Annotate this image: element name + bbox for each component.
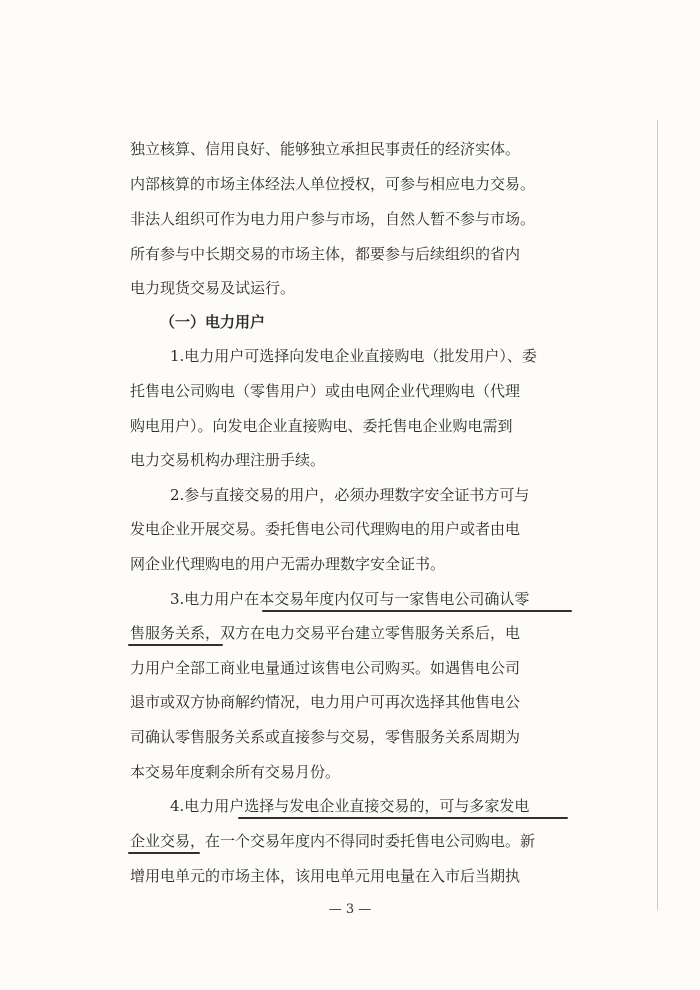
page-number: — 3 — <box>328 902 372 917</box>
pen-underline <box>262 610 572 612</box>
pen-underline <box>128 852 200 854</box>
pen-underline <box>238 817 568 819</box>
document-page: 独立核算、信用良好、能够独立承担民事责任的经济实体。 内部核算的市场主体经法人单位授权，可参与相应电力交易。 非法人组织可作为电力用户参与市场，自然人暂不参与市场。 所有参与中长期交易的市场主体，都要参与后续组织的省内 电力现货交易及试运行。 （一）电力用户 1.电力用户可选择向发电企业直接购电（批发用户）、委 托售电公司购电（零售用户）或由电网企业代理购电（代理 购电用户）。向发电企业直接购电、委托售电企业购电需到 电力交易机构办理注册手续。 2.参与直接交易的用户，必须办理数字安全证书方可与 发电企业开展交易。委托售电公司代理购电的用户或者由电 网企业代理购电的用户无需办理数字安全证书。 3.电力用户在本交易年度内仅可与一家售电公司确认零 售服务关系，双方在电力交易平台建立零售服务关系后，电 力用户全部工商业电量通过该售电公司购买。如遇售电公司 退市或双方协商解约情况，电力用户可再次选择其他售电公 司确认零售服务关系或直接参与交易，零售服务关系周期为 本交易年度剩余所有交易月份。 4.电力用户选择与发电企业直接交易的，可与多家发电 企业交易，在一个交易年度内不得同时委托售电公司购电。新 增用电单元的市场主体，该用电单元用电量在入市后当期执 — 3 — <box>0 0 700 990</box>
scan-edge-line <box>657 120 658 910</box>
pen-underline <box>128 644 223 646</box>
